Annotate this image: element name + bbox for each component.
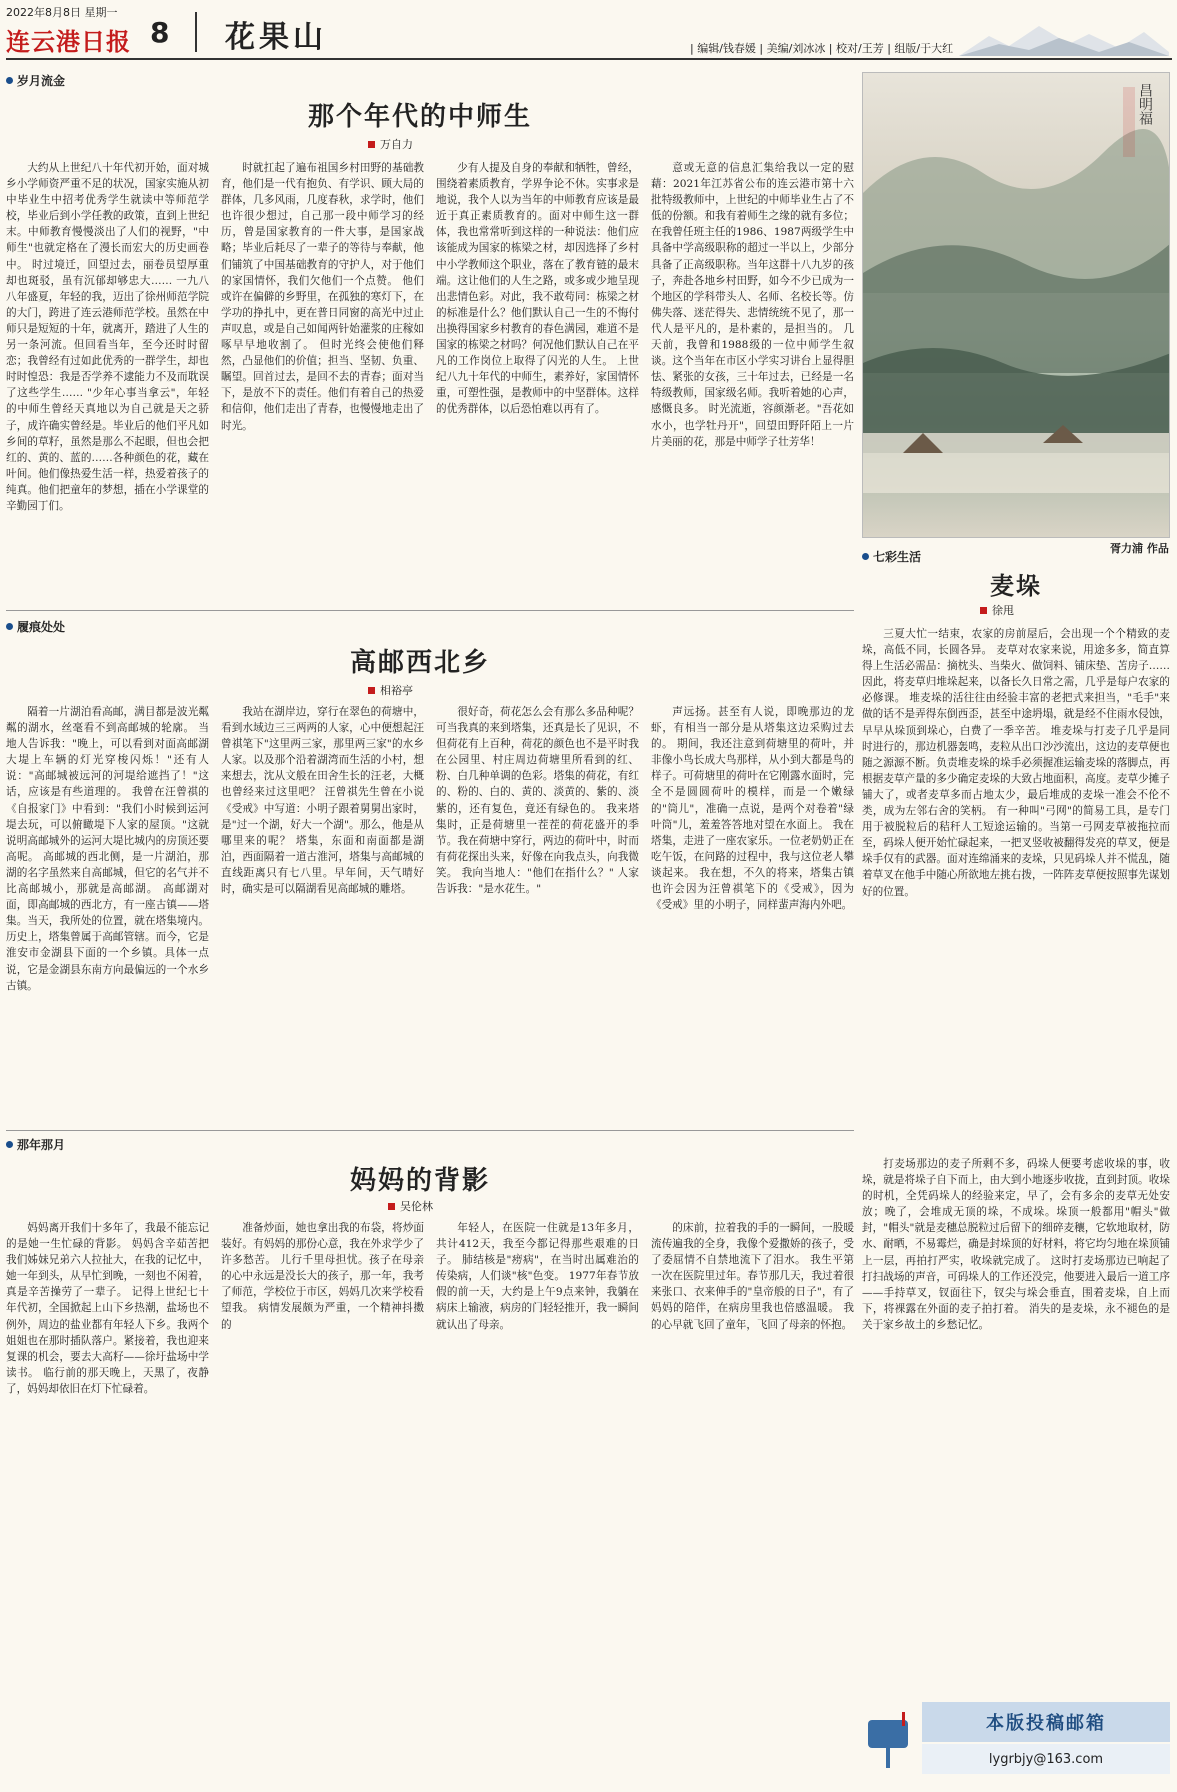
painting-inscription: 昌明福 [1137,83,1153,125]
issue-date: 2022年8月8日 星期一 [6,6,118,19]
article-body [6,704,854,1120]
section-title: 花果山 [225,20,327,55]
landscape-painting [862,72,1170,538]
article-body [862,626,1170,1696]
submission-box [862,1702,1170,1784]
article-title: 妈妈的背影 [349,1166,490,1196]
author-marker-icon [980,607,987,614]
bullet-icon [6,623,13,630]
author-marker-icon [368,687,375,694]
mountain-decoration-icon [959,22,1169,56]
text-column: 时就扛起了遍布祖国乡村田野的基础教育，他们是一代有抱负、有学识、顾大局的群体，几多风雨，几度春秋，求学时，他们也许很少想过，自己那一段中师学习的经历，曾是国家教育的一件大事，是国家战略；毕业后耗尽了一辈子的等待与奉献，他们铺筑了中国基础教育的守护人，对于他们的家国情怀，我们欠他们一个点赞。 他们或许在偏僻的乡野里，在孤独的寒灯下，在学功的挣扎中，更在普日同窗的高光中过止声叹息，或是自己如闻两针始灌浆的庄稼如啄早早地收割了。 但时光终会使他们释然，凸显他们的价值；担当、坚韧、负重、瞩望。回首过去，是回不去的青春；面对当下，是放不下的责任。他们有着自己的热爱和信仰，他们走出了青春，也慢慢地走出了时光。 [221,162,424,432]
text-column: 意或无意的信息汇集给我以一定的慰藉：2021年江苏省公布的连云港市第十六批特级教师中，上世纪的中师毕业生占了不低的份额。和我有着师生之缘的就有多位；在我曾任班主任的1986、1987两级学生中具备中学高级职称的超过一半以上，少部分具备了正高级职称。当年这群十八九岁的孩子，奔赴各地乡村田野，如今不少已成为一个地区的学科带头人、名师、名校长等。仿佛失落、迷茫得失、悲情统统不见了，那一代人是平凡的，是朴素的，是担当的。 几天前，我曾和1988级的一位中师学生叙谈。这个当年在市区小学实习讲台上显得胆怯、紧张的女孩，三十年过去，已经是一名特级教师，国家级名师。我听着她的心声，感慨良多。 时光流逝，容颜渐老。"吾花如水小，也学牡丹开"，回望田野阡陌上一片片美丽的花，那是中师学子壮芳华！ [651,162,854,448]
page-number: 8 [150,16,170,49]
section-rule [6,1130,854,1131]
text-column: 隔着一片湖泊看高邮，满目都是波光粼粼的湖水，丝毫看不到高邮城的轮廓。 当地人告诉我："晚上，可以看到对面高邮湖大堤上车辆的灯光穿梭闪烁！"还有人说："高邮城被远河的河堤给遮挡了！"这话，应该是有些道理的。 我曾在汪曾祺的《自报家门》中看到："我们小时候到运河堤去玩，可以俯瞰堤下人家的屋顶。"这就说明高邮城外的运河大堤比城内的房顶还要高呢。 高邮城的西北侧，是一片湖泊，那湖的名字虽然来自高邮城，但它的名气并不比高邮城小，那就是高邮湖。 高邮湖对面，即高邮城的西北方，有一座古镇——塔集。当天，我所处的位置，就在塔集境内。 历史上，塔集曾属于高邮管辖。而今，它是淮安市金湖县下面的一个乡镇。具体一点说，它是金湖县东南方向最偏远的一个水乡古镇。 [6,706,209,992]
bullet-icon [6,1141,13,1148]
article-body [6,160,854,596]
text-column: 妈妈离开我们十多年了，我最不能忘记的是她一生忙碌的背影。 妈妈含辛茹苦把我们姊妹兄弟六人拉扯大，在我的记忆中，她一年到头，从早忙到晚，一刻也不闲着，真是辛苦操劳了一辈子。 记得上世纪七十年代初，全国掀起上山下乡热潮，盐场也不例外，周边的盐业都有年轻人下乡。我两个姐姐也在那时插队落户。紧接着，我也迎来复课的机会，要去大高籽——徐圩盐场中学读书。 临行前的那天晚上，天黑了，夜静了，妈妈却依旧在灯下忙碌着。 [6,1222,209,1395]
column-tag: 履痕处处 [6,618,65,635]
column-tag: 七彩生活 [862,548,921,565]
masthead-rule [6,58,1172,60]
newspaper-logo: 连云港日报 [6,27,131,56]
article-author: 徐甩 [980,602,1014,618]
article-author: 吴伦林 [388,1198,433,1214]
submission-title: 本版投稿邮箱 [922,1702,1170,1742]
bullet-icon [862,553,869,560]
text-column: 少有人提及自身的奉献和牺牲，曾经，围绕着素质教育，学界争论不休。实事求是地说，我个人以为当年的中师教育应该是最近于真正素质教育的。面对中师生这一群体，我也常常听到这样的一种说法：他们应该能成为国家的栋梁之材，却因选择了乡村中小学教师这个职业，落在了教育链的最末端。这让他们的人生之路，或多或少地呈现出悲情色彩。对此，我不敢苟同：栋梁之材的标准是什么？他们默认自己一生的不悔付出换得国家乡村教育的春色满园，难道不是国家的栋梁之材吗？何况他们默认自己在平凡的工作岗位上取得了闪光的人生。 上世纪八九十年代的中师生，素养好，家国情怀重，可塑性强，是教师中的中坚群体。这样的优秀群体，以后恐怕难以再有了。 [436,162,639,416]
editor-credits: | 编辑/钱春媛 | 美编/刘冰冰 | 校对/王芳 | 组版/于大红 [690,42,954,55]
text-column: 年轻人，在医院一住就是13年多月，共计412天，我至今都记得那些艰难的日子。 肺结核是"痨病"，在当时出属难治的传染病，人们谈"核"色变。 1977年春节放假的前一天，大约是上午9点来钟，我躺在病床上输液，病房的门轻轻推开，我一瞬间就认出了母亲。 [436,1222,639,1331]
text-column: 的床前，拉着我的手的一瞬间，一股暖流传遍我的全身，我像个爱撒娇的孩子，受了委屈情不自禁地流下了泪水。 我生平第一次在医院里过年。春节那几天，我过着很来张口、衣来伸手的"皇帝般的日子"，有了妈妈的陪伴，在病房里我也倍感温暖。 我的心早就飞回了童年，飞回了母亲的怀抱。 [651,1222,854,1331]
article-title: 高邮西北乡 [349,648,490,678]
author-marker-icon [368,141,375,148]
text-column: 准备炒面，她也拿出我的布袋，将炒面装好。有妈妈的那份心意，我在外求学少了许多愁苦。 儿行千里母担忧。孩子在母亲的心中永远是没长大的孩子，那一年，我考了师范，学校位于市区，妈妈几次来学校看望我。 病情发展颇为严重，一个精神抖擞的 [221,1222,424,1331]
text-column: 声远扬。甚至有人说，即晚那边的龙虾，有相当一部分是从塔集这边采购过去的。 期间，我还注意到荷塘里的荷叶，并非像小鸟长成大鸟那样，从小到大都是鸟的样子。可荷塘里的荷叶在它刚露水面时，完全不是圆圆荷叶的模样，而是一个嫩绿的"筒儿"，准确一点说，是两个对卷着"绿叶筒"儿，羞羞答答地对望在水面上。 我在塔集，走进了一座农家乐。一位老奶奶正在吃午饭，在问路的过程中，我与这位老人攀谈起来。 我在想，不久的将来，塔集古镇也许会因为汪曾祺笔下的《受戒》，因为《受戒》里的小明子，同样蜚声海内外吧。 [651,706,854,912]
author-marker-icon [388,1203,395,1210]
bullet-icon [6,77,13,84]
article-author: 相裕亭 [368,682,413,698]
column-tag: 岁月流金 [6,72,65,89]
section-rule [6,610,854,611]
masthead-divider [195,12,197,52]
article-body [6,1220,854,1786]
masthead [0,0,1177,62]
text-column: 打麦场那边的麦子所剩不多，码垛人便要考虑收垛的事，收垛，就是将垛子自下而上，由大到小地逐步收拢，直到封顶。收垛的时机，全凭码垛人的经验来定，早了，会有多余的麦草无处安放；晚了，会堆成无顶的垛，不成垛。垛顶一般都用"帽头"做封，"帽头"就是麦穗总脱粒过后留下的细碎麦穰，它软地取材，防水、耐晒，不易霉烂，确是封垛顶的好材料，将它均匀地在垛顶铺上一层，再拍打严实，收垛就完成了。 这时打麦场那边已响起了打扫战场的声音，可码垛人的工作还没完，他要进入最后一道工序——手持草叉，钗面往下，钗尖与垛会垂直，围着麦垛，自上而下，将裸露在外面的麦子拍打着。 消失的是麦垛，永不褪色的是关于家乡故土的乡愁记忆。 [862,1158,1170,1331]
text-column: 大约从上世纪八十年代初开始，面对城乡小学师资严重不足的状况，国家实施从初中毕业生中招考优秀学生就读中等师范学校，毕业后到小学任教的政策，直到上世纪末。中师教育慢慢淡出了人们的视野，"中师生"也就定格在了漫长而宏大的历史画卷中。 时过境迁，回望过去，丽卷员望厚重却也斑驳，虽有沉郁却够忠大…… 一九八八年盛夏，年轻的我，迈出了徐州师范学院的大门，跨进了连云港师范学校。虽然在中师只是短短的十年，就离开，踏进了人生的另一条河流。但回看当年，至今还时时留恋；我曾经有过如此优秀的一群学生，却也时时惶恐：我是否学养不逮能力不及而耽误了这些学生…… "少年心事当拿云"，年轻的中师生曾经天真地以为自己就是天之骄子，成许确实曾经是。毕业后的他们平凡如乡间的草籽，虽然是那么不起眼，但也会把红的、黄的、蓝的……各种颜色的花，藏在叶间。他们像热爱生活一样，热爱着孩子的纯真。他们把童年的梦想，插在小学课堂的辛勤园丁们。 [6,162,209,512]
submission-email[interactable]: lygrbjy@163.com [922,1744,1170,1774]
article-title: 麦垛 [990,572,1042,600]
painting-art [863,73,1170,538]
painting-caption: 胥力浦 作品 [1110,542,1169,555]
article-title: 那个年代的中师生 [307,102,532,132]
text-column: 很好奇，荷花怎么会有那么多品种呢？可当我真的来到塔集，还真是长了见识，不但荷花有上百种，荷花的颜色也不是平时我在公园里、村庄周边荷塘里所看到的红、粉、白几种单调的色彩。塔集的荷花，有红的、粉的、白的、黄的、淡黄的、紫的、淡紫的，还有复色，竟还有绿色的。 我来塔集时，正是荷塘里一茬茬的荷花盛开的季节。我在荷塘中穿行，两边的荷叶中，时而有荷花探出头来，好像在向我点头，向我微笑。 我向当地人："他们在指什么？" 人家告诉我："是水花生。" [436,706,639,896]
mailbox-icon [862,1710,918,1770]
text-column: 三夏大忙一结束，农家的房前屋后，会出现一个个精致的麦垛，高低不同，长圆各异。 麦草对农家来说，用途多多，简直算得上生活必需品：摘枕头、当柴火、做饲料、铺床垫、苫房子……因此，将麦草归堆垛起来，以备长久日常之需，几乎是每户农家的必修课。 堆麦垛的活往往由经验丰富的老把式来担当，"毛手"来做的话不是弄得东倒西歪，甚至中途坍塌，就是经不住雨水侵蚀，早早从垛顶到垛心，白费了一季辛苦。 堆麦垛与打麦子几乎是同时进行的，那边机器轰鸣，麦粒从出口沙沙流出，这边的麦草便也随之源源不断。负责堆麦垛的垛手必须握准运输麦垛的落脚点，再根据麦草产量的多少确定麦垛的大致占地面积，高度。麦草少摊子铺大了，或者麦草多而占地太少，最后堆成的麦垛一准会不伦不类，成为左邻右舍的笑柄。 有一种叫"弓网"的简易工具，是专门用于被脱粒后的秸秆人工短途运输的。当第一弓网麦草被拖拉而至，码垛人便开始忙碌起来，一把叉竖收被翻得发亮的草叉，便是垛手仅有的武器。面对连绵涌来的麦垛，只见码垛人并不慌乱，随着草叉在他手中随心所欲地左挑右拨，一阵阵麦草便按照事先谋划好的位置。 [862,628,1170,898]
article-author: 万自力 [368,136,413,152]
column-tag: 那年那月 [6,1136,65,1153]
text-column: 我站在湖岸边，穿行在翠色的荷塘中，看到水域边三三两两的人家，心中便想起汪曾祺笔下"这里两三家，那里两三家"的水乡人家。以及那个沿着湖湾而生活的小村，想来想去，沈从文般在田舍生长的汪老，大概也曾经来过这里吧？ 汪曾祺先生曾在小说《受戒》中写道：小明子跟着舅舅出家时，是"过一个湖，好大一个湖"。那么，他是从哪里来的呢？ 塔集，东面和南面都是湖泊，西面隔着一道古淮河，塔集与高邮城的直线距离只有七八里。早年间，天气晴好时，确实是可以隔湖看见高邮城的雕塔。 [221,706,424,896]
